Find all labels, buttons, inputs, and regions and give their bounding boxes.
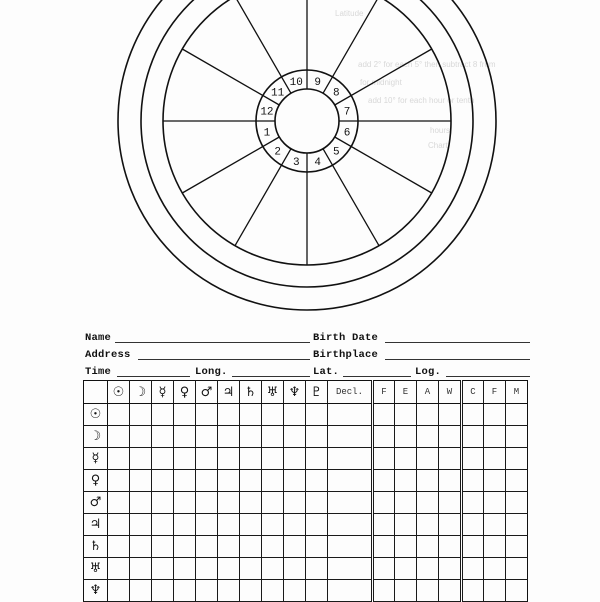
aspect-cell[interactable] [108, 536, 130, 558]
house-cusp-line [182, 49, 279, 105]
modality-header: M [506, 381, 528, 404]
mercury-icon: ☿ [84, 448, 108, 470]
aspect-cell[interactable] [240, 448, 262, 470]
aspect-cell[interactable] [284, 492, 306, 514]
element-cell[interactable] [439, 536, 462, 558]
element-cell[interactable] [395, 470, 417, 492]
aspect-cell[interactable] [306, 514, 328, 536]
house-number: 11 [271, 87, 285, 100]
aspect-cell[interactable] [152, 470, 174, 492]
modality-header: C [462, 381, 484, 404]
house-number: 3 [292, 157, 300, 170]
aspect-cell[interactable] [130, 448, 152, 470]
jupiter-icon: ♃ [84, 514, 108, 536]
aspect-cell[interactable] [152, 536, 174, 558]
aspect-cell[interactable] [240, 580, 262, 602]
aspect-cell[interactable] [130, 514, 152, 536]
long-label: Long. [195, 366, 228, 378]
modality-cell[interactable] [462, 448, 484, 470]
element-cell[interactable] [395, 514, 417, 536]
modality-cell[interactable] [462, 514, 484, 536]
declination-header: Decl. [328, 381, 373, 404]
element-cell[interactable] [439, 514, 462, 536]
aspect-cell[interactable] [284, 404, 306, 426]
modality-cell[interactable] [462, 426, 484, 448]
modality-cell[interactable] [506, 514, 528, 536]
aspect-cell[interactable] [196, 404, 218, 426]
modality-cell[interactable] [506, 492, 528, 514]
house-number: 4 [314, 157, 322, 170]
element-cell[interactable] [439, 470, 462, 492]
aspect-cell[interactable] [152, 514, 174, 536]
aspect-cell[interactable] [108, 426, 130, 448]
aspect-cell[interactable] [130, 558, 152, 580]
element-cell[interactable] [439, 404, 462, 426]
log-field[interactable] [446, 376, 530, 377]
aspect-cell[interactable] [152, 426, 174, 448]
showthrough-text: add 10° for each hour or tenth [368, 96, 475, 105]
element-cell[interactable] [417, 448, 439, 470]
sun-icon: ☉ [84, 404, 108, 426]
showthrough-text: Latitude [335, 9, 364, 18]
element-cell[interactable] [395, 448, 417, 470]
aspect-header-row [84, 381, 528, 404]
aspect-cell[interactable] [262, 514, 284, 536]
showthrough-text: for midnight [360, 78, 402, 87]
modality-cell[interactable] [506, 404, 528, 426]
modality-cell[interactable] [506, 470, 528, 492]
aspect-cell[interactable] [108, 514, 130, 536]
aspect-cell[interactable] [262, 492, 284, 514]
aspect-cell[interactable] [284, 514, 306, 536]
aspect-cell[interactable] [218, 426, 240, 448]
house-number: 12 [260, 106, 274, 119]
aspect-cell[interactable] [262, 404, 284, 426]
birthplace-label: Birthplace [313, 349, 379, 361]
aspect-cell[interactable] [218, 580, 240, 602]
modality-cell[interactable] [506, 580, 528, 602]
modality-cell[interactable] [484, 448, 506, 470]
house-cusp-line [323, 149, 379, 246]
house-number: 2 [274, 146, 281, 159]
table-row [84, 536, 528, 558]
declination-cell[interactable] [328, 404, 373, 426]
element-cell[interactable] [373, 470, 395, 492]
modality-cell[interactable] [484, 492, 506, 514]
aspect-cell[interactable] [174, 558, 196, 580]
pluto-icon: ♇ [306, 381, 328, 404]
table-row [84, 470, 528, 492]
aspect-cell[interactable] [196, 558, 218, 580]
element-cell[interactable] [373, 448, 395, 470]
aspect-cell[interactable] [218, 514, 240, 536]
element-cell[interactable] [373, 492, 395, 514]
aspect-cell[interactable] [240, 426, 262, 448]
aspect-cell[interactable] [240, 536, 262, 558]
modality-cell[interactable] [484, 536, 506, 558]
aspect-cell[interactable] [262, 426, 284, 448]
aspect-cell[interactable] [218, 536, 240, 558]
saturn-icon: ♄ [240, 381, 262, 404]
aspect-cell[interactable] [108, 448, 130, 470]
element-header: W [439, 381, 462, 404]
aspect-cell[interactable] [196, 448, 218, 470]
aspect-cell[interactable] [306, 426, 328, 448]
name-label: Name [85, 332, 112, 344]
house-cusp-line [235, 0, 291, 93]
aspect-cell[interactable] [174, 448, 196, 470]
element-cell[interactable] [417, 470, 439, 492]
aspect-cell[interactable] [174, 470, 196, 492]
uranus-icon: ♅ [84, 558, 108, 580]
aspect-cell[interactable] [306, 580, 328, 602]
aspect-cell[interactable] [284, 558, 306, 580]
uranus-icon: ♅ [262, 381, 284, 404]
aspect-cell[interactable] [196, 426, 218, 448]
element-cell[interactable] [373, 536, 395, 558]
showthrough-text: add 2° for each 5° then subtract 8 from [358, 60, 496, 69]
aspect-cell[interactable] [108, 558, 130, 580]
element-cell[interactable] [417, 404, 439, 426]
element-header: A [417, 381, 439, 404]
aspect-cell[interactable] [262, 536, 284, 558]
aspect-cell[interactable] [152, 558, 174, 580]
aspect-cell[interactable] [108, 580, 130, 602]
birthplace-field[interactable] [385, 359, 530, 360]
aspect-cell[interactable] [152, 492, 174, 514]
modality-cell[interactable] [506, 448, 528, 470]
modality-cell[interactable] [484, 580, 506, 602]
aspect-cell[interactable] [240, 514, 262, 536]
element-header: F [373, 381, 395, 404]
modality-cell[interactable] [484, 404, 506, 426]
element-header: E [395, 381, 417, 404]
house-ring-inner [275, 89, 339, 153]
aspect-cell[interactable] [284, 580, 306, 602]
aspect-cell[interactable] [174, 426, 196, 448]
lat-label: Lat. [313, 366, 340, 378]
aspect-cell[interactable] [306, 448, 328, 470]
aspect-cell[interactable] [152, 404, 174, 426]
showthrough-text: Chart [428, 141, 448, 150]
aspect-cell[interactable] [240, 404, 262, 426]
house-cusp-line [323, 0, 379, 93]
corner-cell [84, 381, 108, 404]
declination-cell[interactable] [328, 536, 373, 558]
house-number: 5 [333, 146, 340, 159]
element-cell[interactable] [439, 558, 462, 580]
aspect-cell[interactable] [218, 558, 240, 580]
mars-icon: ♂ [196, 381, 218, 404]
aspect-cell[interactable] [196, 492, 218, 514]
jupiter-icon: ♃ [218, 381, 240, 404]
modality-cell[interactable] [462, 580, 484, 602]
element-cell[interactable] [417, 426, 439, 448]
aspect-cell[interactable] [218, 492, 240, 514]
mercury-icon: ☿ [152, 381, 174, 404]
element-cell[interactable] [373, 580, 395, 602]
table-row [84, 426, 528, 448]
showthrough-text: hours [430, 126, 451, 135]
modality-cell[interactable] [506, 426, 528, 448]
address-field[interactable] [138, 359, 310, 360]
aspect-cell[interactable] [262, 448, 284, 470]
modality-cell[interactable] [462, 470, 484, 492]
declination-cell[interactable] [328, 448, 373, 470]
aspect-cell[interactable] [306, 536, 328, 558]
house-number: 7 [343, 106, 351, 119]
moon-icon: ☽ [84, 426, 108, 448]
aspect-cell[interactable] [284, 470, 306, 492]
table-row [84, 448, 528, 470]
aspect-cell[interactable] [218, 448, 240, 470]
address-label: Address [85, 349, 131, 361]
aspect-cell[interactable] [174, 580, 196, 602]
aspect-cell[interactable] [108, 470, 130, 492]
element-cell[interactable] [395, 580, 417, 602]
modality-cell[interactable] [462, 558, 484, 580]
birth-date-label: Birth Date [313, 332, 379, 344]
house-cusp-line [335, 137, 432, 193]
aspect-cell[interactable] [262, 470, 284, 492]
aspect-cell[interactable] [306, 470, 328, 492]
declination-cell[interactable] [328, 580, 373, 602]
element-cell[interactable] [417, 558, 439, 580]
name-field[interactable] [115, 342, 310, 343]
aspect-cell[interactable] [284, 536, 306, 558]
sun-icon: ☉ [108, 381, 130, 404]
venus-icon: ♀ [84, 470, 108, 492]
aspect-cell[interactable] [130, 580, 152, 602]
element-cell[interactable] [417, 514, 439, 536]
element-cell[interactable] [417, 580, 439, 602]
table-row [84, 580, 528, 602]
neptune-icon: ♆ [284, 381, 306, 404]
house-number: 6 [343, 127, 351, 140]
house-cusp-line [335, 49, 432, 105]
modality-cell[interactable] [462, 404, 484, 426]
aspect-cell[interactable] [262, 558, 284, 580]
aspect-cell[interactable] [262, 580, 284, 602]
aspect-cell[interactable] [306, 558, 328, 580]
element-cell[interactable] [417, 536, 439, 558]
house-cusp-line [235, 149, 291, 246]
moon-icon: ☽ [130, 381, 152, 404]
declination-cell[interactable] [328, 492, 373, 514]
house-number: 10 [289, 76, 303, 89]
modality-cell[interactable] [462, 492, 484, 514]
element-cell[interactable] [417, 492, 439, 514]
modality-cell[interactable] [462, 536, 484, 558]
aspect-cell[interactable] [152, 448, 174, 470]
aspect-cell[interactable] [284, 448, 306, 470]
aspect-cell[interactable] [174, 536, 196, 558]
lat-field[interactable] [343, 376, 411, 377]
aspect-cell[interactable] [218, 404, 240, 426]
table-row [84, 514, 528, 536]
venus-icon: ♀ [174, 381, 196, 404]
element-cell[interactable] [395, 558, 417, 580]
aspect-cell[interactable] [284, 426, 306, 448]
aspect-cell[interactable] [196, 514, 218, 536]
aspect-cell[interactable] [196, 536, 218, 558]
log-label: Log. [415, 366, 442, 378]
neptune-icon: ♆ [84, 580, 108, 602]
declination-cell[interactable] [328, 514, 373, 536]
table-row [84, 492, 528, 514]
aspect-cell[interactable] [152, 580, 174, 602]
element-cell[interactable] [439, 426, 462, 448]
saturn-icon: ♄ [84, 536, 108, 558]
house-number: 8 [333, 87, 340, 100]
element-cell[interactable] [395, 426, 417, 448]
aspect-cell[interactable] [196, 580, 218, 602]
element-cell[interactable] [395, 404, 417, 426]
declination-cell[interactable] [328, 470, 373, 492]
aspect-cell[interactable] [130, 404, 152, 426]
time-label: Time [85, 366, 112, 378]
declination-cell[interactable] [328, 426, 373, 448]
aspect-cell[interactable] [174, 492, 196, 514]
aspect-cell[interactable] [240, 470, 262, 492]
element-cell[interactable] [395, 492, 417, 514]
aspect-cell[interactable] [108, 492, 130, 514]
aspect-cell[interactable] [218, 470, 240, 492]
element-cell[interactable] [373, 404, 395, 426]
element-cell[interactable] [439, 448, 462, 470]
aspect-cell[interactable] [196, 470, 218, 492]
aspect-cell[interactable] [108, 404, 130, 426]
modality-header: F [484, 381, 506, 404]
element-cell[interactable] [395, 536, 417, 558]
element-cell[interactable] [439, 580, 462, 602]
table-row [84, 558, 528, 580]
aspect-cell[interactable] [240, 492, 262, 514]
birth-date-field[interactable] [385, 342, 530, 343]
aspect-cell[interactable] [306, 404, 328, 426]
house-number: 1 [263, 127, 271, 140]
long-field[interactable] [232, 376, 310, 377]
house-number: 9 [314, 76, 322, 89]
aspect-cell[interactable] [174, 514, 196, 536]
aspect-cell[interactable] [174, 404, 196, 426]
element-cell[interactable] [439, 492, 462, 514]
table-row [84, 404, 528, 426]
aspect-cell[interactable] [130, 492, 152, 514]
aspect-cell[interactable] [306, 492, 328, 514]
modality-cell[interactable] [484, 514, 506, 536]
modality-cell[interactable] [484, 426, 506, 448]
aspect-cell[interactable] [130, 426, 152, 448]
time-field[interactable] [117, 376, 190, 377]
aspect-table [83, 380, 528, 602]
element-cell[interactable] [373, 558, 395, 580]
house-cusp-line [182, 137, 279, 193]
aspect-cell[interactable] [240, 558, 262, 580]
modality-cell[interactable] [506, 536, 528, 558]
modality-cell[interactable] [506, 558, 528, 580]
modality-cell[interactable] [484, 558, 506, 580]
declination-cell[interactable] [328, 558, 373, 580]
element-cell[interactable] [373, 514, 395, 536]
aspect-cell[interactable] [130, 470, 152, 492]
element-cell[interactable] [373, 426, 395, 448]
modality-cell[interactable] [484, 470, 506, 492]
mars-icon: ♂ [84, 492, 108, 514]
aspect-cell[interactable] [130, 536, 152, 558]
